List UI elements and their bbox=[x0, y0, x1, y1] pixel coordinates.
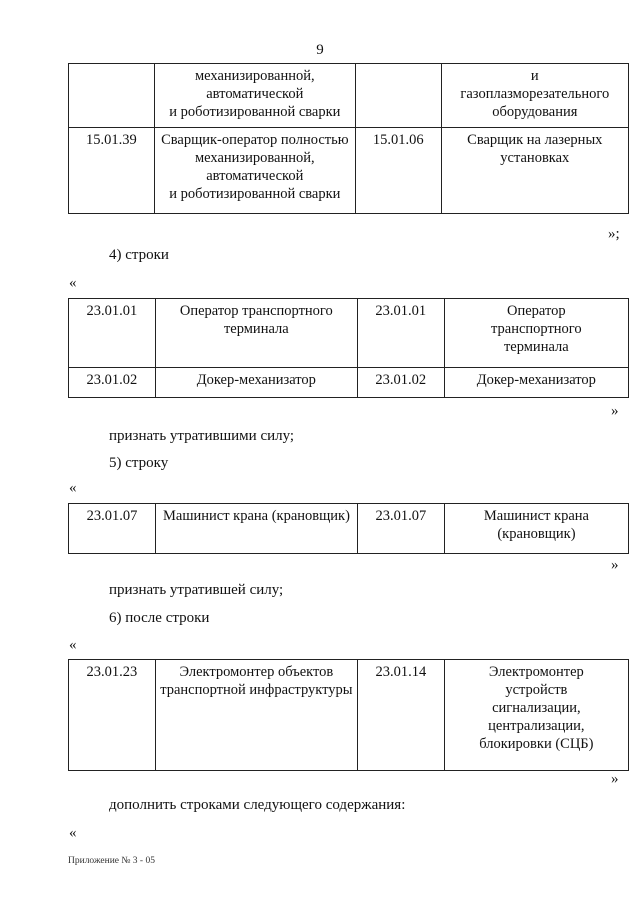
cell-text-line: оборудования bbox=[492, 104, 578, 120]
table-cell-profession bbox=[155, 299, 357, 368]
cell-text-line: установках bbox=[500, 150, 570, 166]
cell-text-line: и роботизированной сварки bbox=[169, 186, 341, 202]
invalid-singular-text: признать утратившей силу; bbox=[109, 582, 284, 598]
cell-text-line: устройств bbox=[505, 682, 568, 698]
cell-text-line: механизированной, bbox=[194, 150, 315, 166]
table-cell-code bbox=[357, 504, 444, 554]
cell-text-line: Сварщик-оператор полностью bbox=[161, 132, 349, 148]
cell-text-line: Машинист крана bbox=[483, 508, 589, 524]
item-6-heading: 6) после строки bbox=[109, 610, 210, 626]
table-cell-code bbox=[69, 660, 156, 771]
table-cell-code bbox=[69, 64, 155, 128]
cell-text-line: механизированной, bbox=[194, 68, 315, 84]
table-cell-profession bbox=[444, 368, 628, 398]
cell-text: 23.01.02 bbox=[86, 372, 138, 388]
cell-text-line: (крановщик) bbox=[497, 526, 576, 542]
table-row bbox=[69, 299, 629, 368]
cell-text-line: Оператор bbox=[507, 303, 566, 319]
cell-text-line: автоматической bbox=[206, 86, 304, 102]
cell-text-line: терминала bbox=[223, 321, 289, 337]
table-row bbox=[69, 368, 629, 398]
table-cell-profession bbox=[154, 64, 355, 128]
item-4-heading: 4) строки bbox=[109, 247, 169, 263]
cell-text-line: транспортного bbox=[491, 321, 582, 337]
table-electrician bbox=[68, 659, 629, 771]
close-quote: » bbox=[611, 403, 619, 419]
table-row bbox=[69, 504, 629, 554]
open-quote: « bbox=[69, 275, 77, 291]
cell-text-line: Докер-механизатор bbox=[476, 372, 596, 388]
table-crane-operator bbox=[68, 503, 629, 554]
table-row bbox=[69, 660, 629, 771]
invalid-plural-text: признать утратившими силу; bbox=[109, 428, 295, 444]
open-quote: « bbox=[69, 480, 77, 496]
cell-text: 15.01.39 bbox=[86, 132, 137, 148]
cell-text-line: блокировки (СЦБ) bbox=[479, 736, 594, 752]
cell-text-line: терминала bbox=[503, 339, 569, 355]
cell-text: 23.01.14 bbox=[375, 664, 427, 680]
table-row bbox=[69, 64, 629, 128]
cell-text-line: Электромонтер объектов bbox=[179, 664, 334, 680]
close-quote: » bbox=[611, 771, 619, 787]
table-cell-profession bbox=[441, 128, 628, 214]
add-rows-text: дополнить строками следующего содержания: bbox=[109, 797, 406, 813]
table-cell-code bbox=[355, 64, 441, 128]
table-cell-code bbox=[69, 504, 156, 554]
cell-text-line: Докер-механизатор bbox=[196, 372, 316, 388]
table-transport-terminal bbox=[68, 298, 629, 398]
cell-text: 23.01.07 bbox=[86, 508, 138, 524]
close-quote-semicolon: »; bbox=[608, 226, 620, 242]
cell-text-line: Оператор транспортного bbox=[179, 303, 333, 319]
table-cell-profession bbox=[156, 504, 358, 554]
cell-text: 23.01.02 bbox=[375, 372, 427, 388]
cell-text-line: газоплазморезательного bbox=[460, 86, 610, 102]
page-number: 9 bbox=[316, 42, 324, 58]
table-row bbox=[69, 128, 629, 214]
table-cell-profession bbox=[441, 64, 628, 128]
table-cell-code bbox=[357, 299, 444, 368]
cell-text-line: сигнализации, bbox=[492, 700, 581, 716]
cell-text-line: Машинист крана (крановщик) bbox=[162, 508, 350, 524]
open-quote: « bbox=[69, 825, 77, 841]
cell-text-line: Сварщик на лазерных bbox=[467, 132, 603, 148]
table-welding bbox=[68, 63, 629, 214]
item-5-heading: 5) строку bbox=[109, 455, 169, 471]
table-cell-profession bbox=[444, 299, 628, 368]
close-quote: » bbox=[611, 557, 619, 573]
cell-text: 23.01.07 bbox=[375, 508, 427, 524]
table-cell-code bbox=[357, 368, 444, 398]
table-cell-profession bbox=[155, 660, 357, 771]
table-cell-code bbox=[69, 299, 156, 368]
cell-text: 23.01.23 bbox=[86, 664, 138, 680]
cell-text-line: и bbox=[530, 68, 539, 84]
cell-text: 23.01.01 bbox=[86, 303, 138, 319]
open-quote: « bbox=[69, 637, 77, 653]
cell-text-line: транспортной инфраструктуры bbox=[160, 682, 353, 698]
cell-text-line: централизации, bbox=[488, 718, 585, 734]
table-cell-profession bbox=[444, 660, 628, 771]
footer-appendix: Приложение № 3 - 05 bbox=[68, 856, 155, 866]
table-cell-code bbox=[69, 128, 155, 214]
table-cell-profession bbox=[155, 368, 357, 398]
table-cell-code bbox=[69, 368, 156, 398]
cell-text-line: Электромонтер bbox=[488, 664, 584, 680]
table-cell-code bbox=[358, 660, 445, 771]
table-cell-profession bbox=[154, 128, 355, 214]
cell-text-line: автоматической bbox=[206, 168, 304, 184]
cell-text-line: и роботизированной сварки bbox=[169, 104, 341, 120]
table-cell-code bbox=[355, 128, 441, 214]
cell-text: 23.01.01 bbox=[375, 303, 427, 319]
table-cell-profession bbox=[444, 504, 628, 554]
cell-text: 15.01.06 bbox=[372, 132, 424, 148]
